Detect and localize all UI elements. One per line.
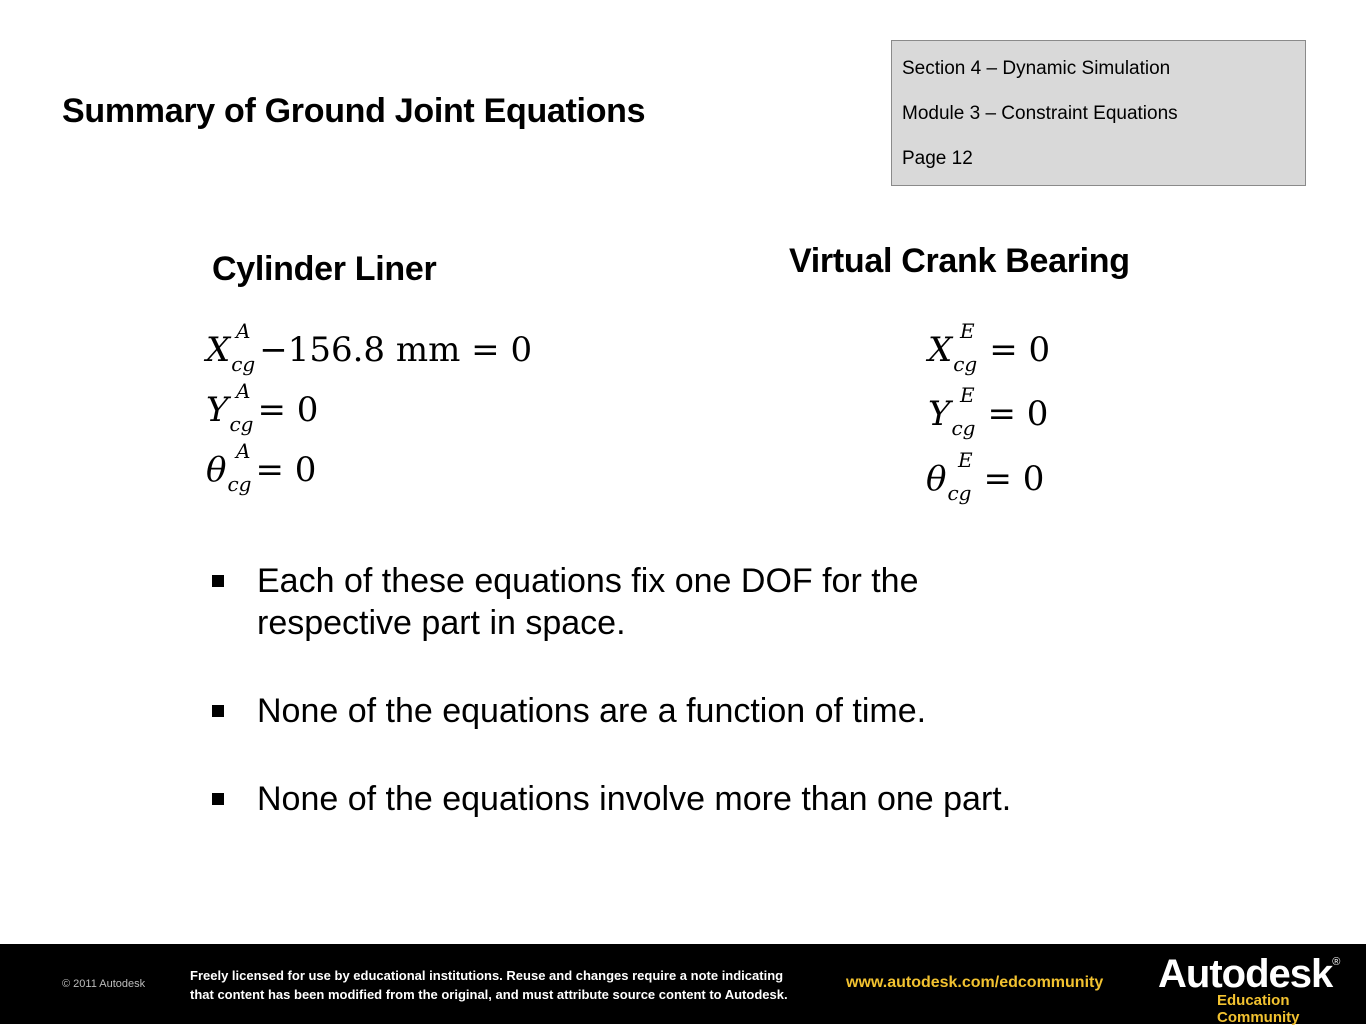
equation-rhs: = 0 [989, 330, 1051, 370]
section-label: Section 4 – Dynamic Simulation [902, 58, 1171, 79]
page-title: Summary of Ground Joint Equations [62, 92, 646, 130]
bullet-list [212, 560, 1152, 866]
equation-sub: cg [227, 472, 252, 496]
virtual-crank-bearing-heading: Virtual Crank Bearing [789, 242, 1130, 280]
autodesk-logo [1158, 952, 1339, 997]
equation-rhs: = 0 [257, 390, 319, 430]
equation-var: θ [206, 450, 227, 490]
brand-name: Autodesk [1158, 952, 1333, 996]
education-community-label: Education Community [1217, 992, 1300, 1026]
footer-bar [0, 944, 1366, 1024]
equation-sup: A [236, 379, 251, 403]
bullet-item [212, 690, 1152, 732]
equation-sub: cg [953, 352, 978, 376]
bullet-square-icon [212, 575, 224, 587]
page-number: Page 12 [902, 148, 973, 169]
bullet-square-icon [212, 705, 224, 717]
equation-right-2 [928, 383, 1049, 440]
equation-var: X [206, 330, 231, 370]
equation-left-2 [206, 379, 319, 436]
equation-right-1 [928, 319, 1051, 376]
equation-sup: A [236, 319, 251, 343]
equation-rhs: −156.8 mm = 0 [259, 330, 533, 370]
equation-var: θ [926, 459, 947, 499]
copyright-notice: © 2011 Autodesk [62, 978, 146, 990]
module-label: Module 3 – Constraint Equations [902, 103, 1178, 124]
bullet-text: Each of these equations fix one DOF for the respective part in space. [257, 562, 919, 642]
equation-rhs: = 0 [987, 394, 1049, 434]
section-info-box [891, 40, 1306, 186]
equation-rhs: = 0 [983, 459, 1045, 499]
edcommunity-link[interactable]: www.autodesk.com/edcommunity [846, 974, 1104, 991]
bullet-text: None of the equations are a function of time. [257, 692, 927, 730]
equation-sup: A [236, 439, 251, 463]
license-notice [190, 966, 830, 1004]
license-line-1: Freely licensed for use by educational institutions. Reuse and changes require a note indicating [190, 968, 784, 983]
equation-sub: cg [947, 481, 972, 505]
equation-var: X [928, 330, 953, 370]
equation-sup: E [960, 319, 975, 343]
equation-var: Y [928, 394, 951, 434]
bullet-text: None of the equations involve more than one part. [257, 780, 1012, 818]
bullet-item [212, 560, 1017, 644]
cylinder-liner-heading: Cylinder Liner [212, 250, 437, 288]
equation-rhs: = 0 [255, 450, 317, 490]
equation-left-1 [206, 319, 533, 376]
registered-mark: ® [1332, 956, 1340, 968]
equation-sub: cg [231, 352, 256, 376]
equation-var: Y [206, 390, 229, 430]
bullet-square-icon [212, 793, 224, 805]
bullet-item [212, 778, 1152, 820]
equation-left-3 [206, 439, 317, 496]
equation-sup: E [958, 448, 973, 472]
equation-sub: cg [951, 416, 976, 440]
equation-right-3 [926, 448, 1045, 505]
license-line-2: that content has been modified from the original, and must attribute source content to Autodesk. [190, 987, 788, 1002]
equation-sub: cg [229, 412, 254, 436]
equation-sup: E [960, 383, 975, 407]
